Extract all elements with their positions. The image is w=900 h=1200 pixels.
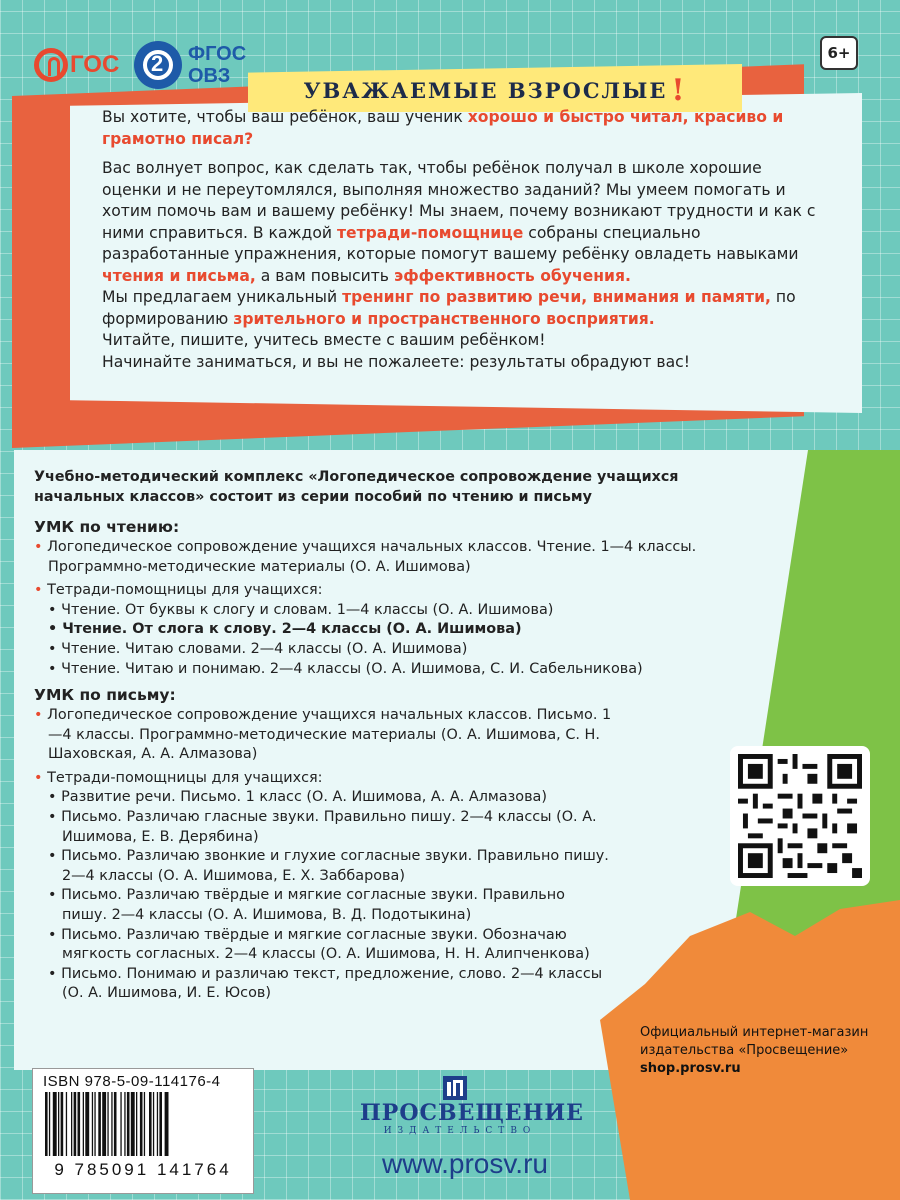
shop-info (640, 1024, 890, 1078)
barcode-bar (124, 1092, 125, 1156)
umk-intro: Учебно-методический комплекс «Логопедическое сопровождение учащихся начальных классов» состоит из серии пособий по чтению и письму (34, 469, 679, 505)
publisher-subtitle: ИЗДАТЕЛЬСТВО (383, 1126, 537, 1136)
barcode-bar (83, 1092, 84, 1156)
headline (250, 68, 740, 112)
qr-code[interactable] (730, 746, 870, 886)
publisher-site-link[interactable]: www.prosv.ru (382, 1148, 548, 1179)
fgos-logo (34, 40, 134, 90)
intro-paragraph-4: Читайте, пишите, учитесь вместе с вашим ребёнком! (102, 331, 546, 349)
fgos-ovz-icon (134, 41, 182, 89)
barcode-number: 9 785091 141764 (54, 1160, 232, 1179)
barcode-bar (49, 1092, 50, 1156)
barcode-bar (157, 1092, 158, 1156)
barcode-bar (94, 1092, 95, 1156)
barcode-bar (53, 1092, 57, 1156)
list-item: • Логопедическое сопровождение учащихся начальных классов. Чтение. 1—4 классы. Программно-методические материалы (О. А. Ишимова) (34, 539, 697, 575)
barcode-bar (61, 1092, 64, 1156)
list-item: • Логопедическое сопровождение учащихся начальных классов. Письмо. 1—4 классы. Программно-методические материалы (О. А. Ишимова, С. Н. Шаховская, А. А. Алмазова) (34, 707, 612, 763)
list-item: • Чтение. От буквы к слогу и словам. 1—4 классы (О. А. Ишимова) (48, 601, 554, 618)
list-item: • Письмо. Различаю гласные звуки. Правильно пишу. 2—4 классы (О. А. Ишимова, Е. В. Дерябина) (48, 808, 597, 845)
barcode-bar (74, 1092, 77, 1156)
barcode-bar (149, 1092, 152, 1156)
fgos-ovz-line1: ФГОС (188, 43, 247, 65)
intro-paragraph-1: Вы хотите, чтобы ваш ребёнок, ваш ученик хорошо и быстро читал, красиво и грамотно писал? (102, 108, 784, 148)
barcode-bar (66, 1092, 67, 1156)
umk-writing-section (34, 686, 614, 1004)
headline-text: УВАЖАЕМЫЕ ВЗРОСЛЫЕ (303, 77, 668, 103)
barcode-bar (107, 1092, 108, 1156)
barcode-bar (114, 1092, 117, 1156)
umk-reading-section (34, 518, 714, 679)
barcode-bar (131, 1092, 135, 1156)
barcode-bar (102, 1092, 106, 1156)
isbn-text: ISBN 978-5-09-114176-4 (43, 1073, 221, 1090)
barcode-bar (71, 1092, 72, 1156)
list-item: • Тетради-помощницы для учащихся: (34, 769, 323, 786)
shop-line1: Официальный интернет-магазин (640, 1025, 869, 1040)
barcode-bar (153, 1092, 154, 1156)
umk-reading-title: УМК по чтению: (34, 518, 180, 536)
shop-url-link[interactable]: shop.prosv.ru (640, 1061, 741, 1076)
age-rating-badge: 6+ (820, 36, 858, 70)
intro-paragraph-3: Мы предлагаем уникальный тренинг по развитию речи, внимания и памяти, по формированию зрительного и пространственного восприятия. (102, 288, 796, 328)
umk-writing-title: УМК по письму: (34, 686, 176, 704)
barcode-bar (78, 1092, 81, 1156)
barcode-bar (58, 1092, 59, 1156)
barcode-bar (111, 1092, 112, 1156)
publisher-logo-icon (441, 1074, 469, 1102)
barcode-bar (127, 1092, 130, 1156)
barcode-bar (136, 1092, 137, 1156)
fgos-logo-text: ГОС (70, 51, 120, 78)
intro-paragraph-2: Вас волнует вопрос, как сделать так, чтобы ребёнок получал в школе хорошие оценки и не переутомлялся, выполняя множество заданий? Мы умеем помогать и хотим помочь вам и вашему ребёнку! Мы знаем, почему возникают трудности и как с ними справиться. В каждой тетради-помощнице собраны специально разработанные упражнения, которые помогут вашему ребёнку овладеть навыками чтения и письма, а вам повысить эффективность обучения. (102, 159, 816, 285)
barcode-bar (140, 1092, 143, 1156)
barcode-bar (45, 1092, 48, 1156)
barcode-bar (165, 1092, 169, 1156)
headline-exclamation: ! (671, 72, 687, 108)
barcode-bar (85, 1092, 89, 1156)
list-item: • Письмо. Различаю звонкие и глухие согласные звуки. Правильно пишу. 2—4 классы (О. А. Ишимова, Е. Х. Заббарова) (48, 848, 609, 884)
list-item: • Чтение. От слога к слову. 2—4 классы (О. А. Ишимова) (48, 621, 522, 638)
fgos-ring-icon (34, 48, 68, 82)
barcode-bar (120, 1092, 121, 1156)
list-item: • Письмо. Различаю твёрдые и мягкие согласные звуки. Обозначаю мягкость согласных. 2—4 классы (О. А. Ишимова, Н. Н. Алипченкова) (48, 926, 590, 963)
barcode-bar (144, 1092, 145, 1156)
list-item: • Письмо. Понимаю и различаю текст, предложение, слово. 2—4 классы (О. А. Ишимова, И. Е. Юсов) (48, 965, 603, 1002)
barcode-bar (159, 1092, 162, 1156)
list-item: • Развитие речи. Письмо. 1 класс (О. А. Ишимова, А. А. Алмазова) (48, 789, 547, 806)
list-item: • Письмо. Различаю твёрдые и мягкие согласные звуки. Правильно пишу. 2—4 классы (О. А. Ишимова, В. Д. Подотыкина) (48, 887, 565, 923)
barcode-bars (43, 1092, 243, 1156)
intro-paragraph-5: Начинайте заниматься, и вы не пожалеете: результаты обрадуют вас! (102, 352, 690, 371)
qr-code-icon (738, 754, 862, 878)
isbn-barcode (32, 1068, 254, 1194)
barcode-bar (98, 1092, 101, 1156)
intro-text (102, 107, 822, 381)
fgos-ovz-line2: ОВЗ (188, 65, 231, 87)
barcode-bar (92, 1092, 93, 1156)
shop-line2: издательства «Просвещение» (640, 1043, 849, 1058)
list-item: • Чтение. Читаю словами. 2—4 классы (О. А. Ишимова) (48, 640, 468, 657)
publisher-name: ПРОСВЕЩЕНИЕ (360, 1100, 584, 1126)
list-item: • Чтение. Читаю и понимаю. 2—4 классы (О. А. Ишимова, С. И. Сабельникова) (48, 660, 643, 677)
list-item: • Тетради-помощницы для учащихся: (34, 582, 323, 599)
